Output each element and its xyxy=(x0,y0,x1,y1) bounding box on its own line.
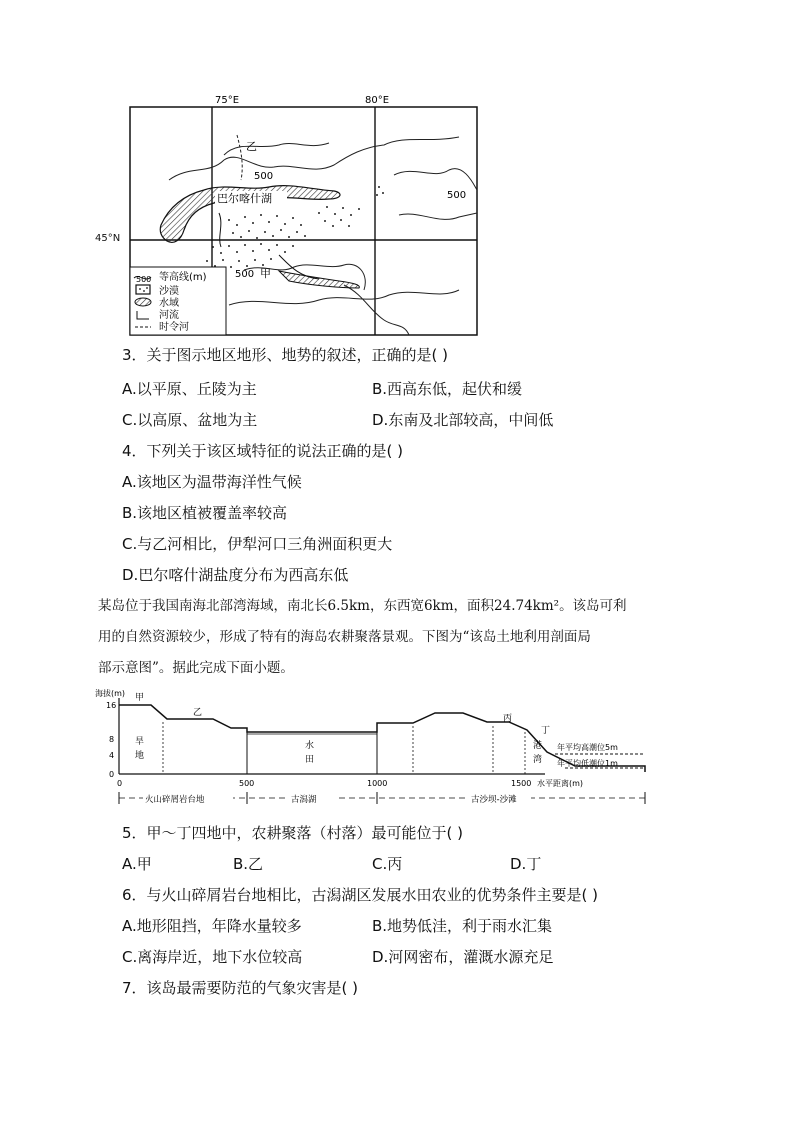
question-4-stem: 4．下列关于该区域特征的说法正确的是( ) xyxy=(122,442,404,460)
lon-75-label: 75°E xyxy=(215,95,240,106)
paddy-label-2: 田 xyxy=(305,755,315,765)
passage-line-3: 部示意图”。据此完成下面小题。 xyxy=(98,660,294,676)
profile-jia-label: 甲 xyxy=(135,693,145,703)
question-5-option-d: D.丁 xyxy=(510,855,542,873)
zone-label-volcanic-platform: 火山碎屑岩台地 xyxy=(145,795,205,805)
paddy-label-1: 水 xyxy=(305,741,315,751)
legend-water-label: 水域 xyxy=(159,298,179,309)
contour-label-east: 500 xyxy=(447,190,467,201)
profile-y-tick: 8 xyxy=(109,735,115,744)
zone-label-lagoon: 古潟湖 xyxy=(291,795,317,805)
contour-label-south: 500 xyxy=(235,269,255,280)
reading-passage xyxy=(98,591,698,684)
question-3-stem: 3．关于图示地区地形、地势的叙述，正确的是( ) xyxy=(122,346,449,364)
question-4-option-a: A.该地区为温带海洋性气候 xyxy=(122,473,302,491)
dryland-label-1: 旱 xyxy=(135,737,145,747)
zone-label-sandbar: 古沙坝-沙滩 xyxy=(471,795,517,805)
question-5-stem: 5．甲～丁四地中，农耕聚落（村落）最可能位于( ) xyxy=(122,824,464,842)
question-6-stem: 6．与火山碎屑岩台地相比，古潟湖区发展水田农业的优势条件主要是( ) xyxy=(122,886,599,904)
question-5-option-c: C.丙 xyxy=(372,855,403,873)
legend-water-icon xyxy=(135,298,151,306)
passage-line-1: 某岛位于我国南海北部湾海域，南北长6.5km，东西宽6km，面积24.74km²。该岛可利 xyxy=(98,598,627,614)
question-3-option-a: A.以平原、丘陵为主 xyxy=(122,380,257,398)
profile-y-title: 海拔(m) xyxy=(95,689,126,698)
legend-desert-label: 沙漠 xyxy=(159,286,179,297)
place-yi-label: 乙 xyxy=(246,140,257,153)
legend-seasonal-river-label: 时令河 xyxy=(159,322,189,333)
question-4-option-c: C.与乙河相比，伊犁河口三角洲面积更大 xyxy=(122,535,393,553)
question-5-option-a: A.甲 xyxy=(122,855,152,873)
profile-bing-label: 丙 xyxy=(503,714,513,724)
harbor-label-2: 湾 xyxy=(533,755,543,765)
high-tide-label: 年平均高潮位5m xyxy=(557,743,618,752)
profile-x-tick: 1000 xyxy=(367,779,388,788)
lat-45-label: 45°N xyxy=(95,233,121,244)
low-tide-label: 年平均低潮位1m xyxy=(557,759,618,768)
profile-y-tick: 4 xyxy=(109,751,115,760)
question-4-option-d: D.巴尔喀什湖盐度分布为西高东低 xyxy=(122,566,349,584)
question-6-option-c: C.离海岸近，地下水位较高 xyxy=(122,948,303,966)
land-use-profile-figure xyxy=(95,686,655,814)
profile-x-tick: 1500 xyxy=(511,779,532,788)
profile-y-tick: 16 xyxy=(106,701,117,710)
lake-label: 巴尔喀什湖 xyxy=(217,192,272,205)
profile-x-tick: 500 xyxy=(239,779,255,788)
profile-x-tick: 0 xyxy=(117,779,123,788)
question-6-option-d: D.河网密布，灌溉水源充足 xyxy=(372,948,554,966)
lon-80-label: 80°E xyxy=(365,95,390,106)
contour-label-north: 500 xyxy=(254,171,274,182)
question-3-option-c: C.以高原、盆地为主 xyxy=(122,411,258,429)
question-3-option-b: B.西高东低，起伏和缓 xyxy=(372,380,523,398)
profile-ding-label: 丁 xyxy=(541,726,551,736)
legend-desert-icon xyxy=(136,285,150,294)
question-5-option-b: B.乙 xyxy=(233,855,264,873)
profile-yi-label: 乙 xyxy=(193,708,203,718)
legend-contour-label: 等高线(m) xyxy=(159,272,207,283)
legend-contour-value: 500 xyxy=(136,275,152,284)
lake-balkhash-map xyxy=(95,95,479,337)
question-6-option-b: B.地势低洼，利于雨水汇集 xyxy=(372,917,553,935)
harbor-label-1: 港 xyxy=(533,741,543,751)
question-4-option-b: B.该地区植被覆盖率较高 xyxy=(122,504,288,522)
profile-y-tick: 0 xyxy=(109,770,115,779)
question-3-option-d: D.东南及北部较高，中间低 xyxy=(372,411,554,429)
question-6-option-a: A.地形阻挡，年降水量较多 xyxy=(122,917,302,935)
legend-river-label: 河流 xyxy=(159,310,179,321)
profile-x-title: 水平距离(m) xyxy=(537,779,584,788)
question-7-stem: 7．该岛最需要防范的气象灾害是( ) xyxy=(122,979,359,997)
place-jia-label: 甲 xyxy=(260,267,271,280)
passage-line-2: 用的自然资源较少，形成了特有的海岛农耕聚落景观。下图为“该岛土地利用剖面局 xyxy=(98,629,591,645)
dryland-label-2: 地 xyxy=(135,751,145,761)
